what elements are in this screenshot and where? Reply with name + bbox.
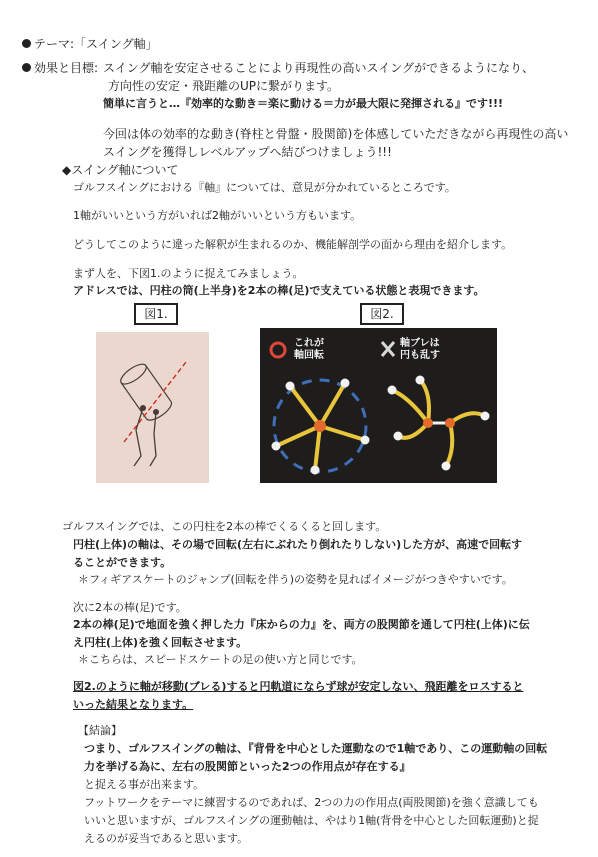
paragraph-1: ゴルフスイングにおける『軸』については、意見が分かれているところです。 [73,181,456,194]
figure-1-image [96,332,209,483]
figure-1-label: 図1. [134,303,178,325]
swing-line-3: ることができます。 [73,556,172,569]
figure-2-image [260,328,497,483]
legs-line-4: ＊こちらは、スピードスケートの足の使い方と同じです。 [78,653,363,666]
swing-line-1: ゴルフスイングでは、この円柱を2本の棒でくるくると回します。 [62,520,387,533]
intro-line-1: 今回は体の効率的な動き(脊柱と骨盤・股関節)を体感していただきながら再現性の高い [103,127,569,141]
figure-2-label: 図2. [360,303,404,325]
fig2-note-line-2: いった結果となります。 [73,698,194,711]
effect-line-1: スイング軸を安定させることにより再現性の高いスイングができるようになり、 [103,61,535,75]
legs-line-2: 2本の棒(足)で地面を強く押した力『床からの力』を、両方の股関節を通して円柱(上体)に伝 [73,618,530,631]
fig2-note-line-1: 図2.のように軸が移動(ブレる)すると円軌道にならず球が安定しない、飛距離をロスすると [73,680,524,693]
fig2-ng-caption: 軸ブレは 円も乱す [400,338,440,361]
conclusion-line-6: えるのが妥当であると思います。 [84,832,249,845]
theme-heading: テーマ:「スイング軸」 [34,37,158,51]
bullet-effect [22,63,31,72]
swing-line-2: 円柱(上体)の軸は、その場で回転(左右にぶれたり倒れたりしない)した方が、高速で回転す [73,538,523,551]
paragraph-5: アドレスでは、円柱の筒(上半身)を2本の棒(足)で支えている状態と表現できます。 [73,284,485,297]
paragraph-3: どうしてこのように違った解釈が生まれるのか、機能解剖学の面から理由を紹介します。 [73,238,513,251]
swing-line-4: ＊フィギアスケートのジャンプ(回転を伴う)の姿勢を見ればイメージがつきやすいです。 [78,573,513,586]
conclusion-title: 【結論】 [78,724,122,737]
conclusion-line-5: いいと思いますが、ゴルフスイングの運動軸は、やはり1軸(背骨を中心とした回転運動)と捉 [84,814,539,827]
conclusion-line-4: フットワークをテーマに練習するのであれば、2つの力の作用点(両股関節)を強く意識しても [84,796,539,809]
conclusion-line-2: 力を挙げる為に、左右の股関節といった2つの作用点が存在する』 [84,760,411,773]
legs-line-3: え円柱(上体)を強く回転させます。 [73,636,248,649]
bullet-theme [22,39,31,48]
effect-line-2: 方向性の安定・飛距離のUPに繋がります。 [108,79,340,93]
fig2-ok-caption: これが 軸回転 [294,338,324,361]
paragraph-4: まず人を、下図1.のように捉えてみましょう。 [73,267,304,280]
cylinder-figure-icon [96,332,209,483]
section-title: ◆スイング軸について [62,163,179,177]
conclusion-line-1: つまり、ゴルフスイングの軸は、『背骨を中心とした運動なので1軸であり、この運動軸の回転 [84,742,548,755]
effect-line-3: 簡単に言うと…『効率的な動き＝楽に動ける＝力が最大限に発揮される』です!!! [103,97,504,110]
effect-label: 効果と目標: [34,61,99,75]
conclusion-line-3: と捉える事が出来ます。 [84,778,205,791]
legs-line-1: 次に2本の棒(足)です。 [73,601,187,614]
paragraph-2: 1軸がいいという方がいれば2軸がいいという方もいます。 [73,209,362,222]
intro-line-2: スイングを獲得しレベルアップへ結びつけましょう!!! [103,145,392,159]
